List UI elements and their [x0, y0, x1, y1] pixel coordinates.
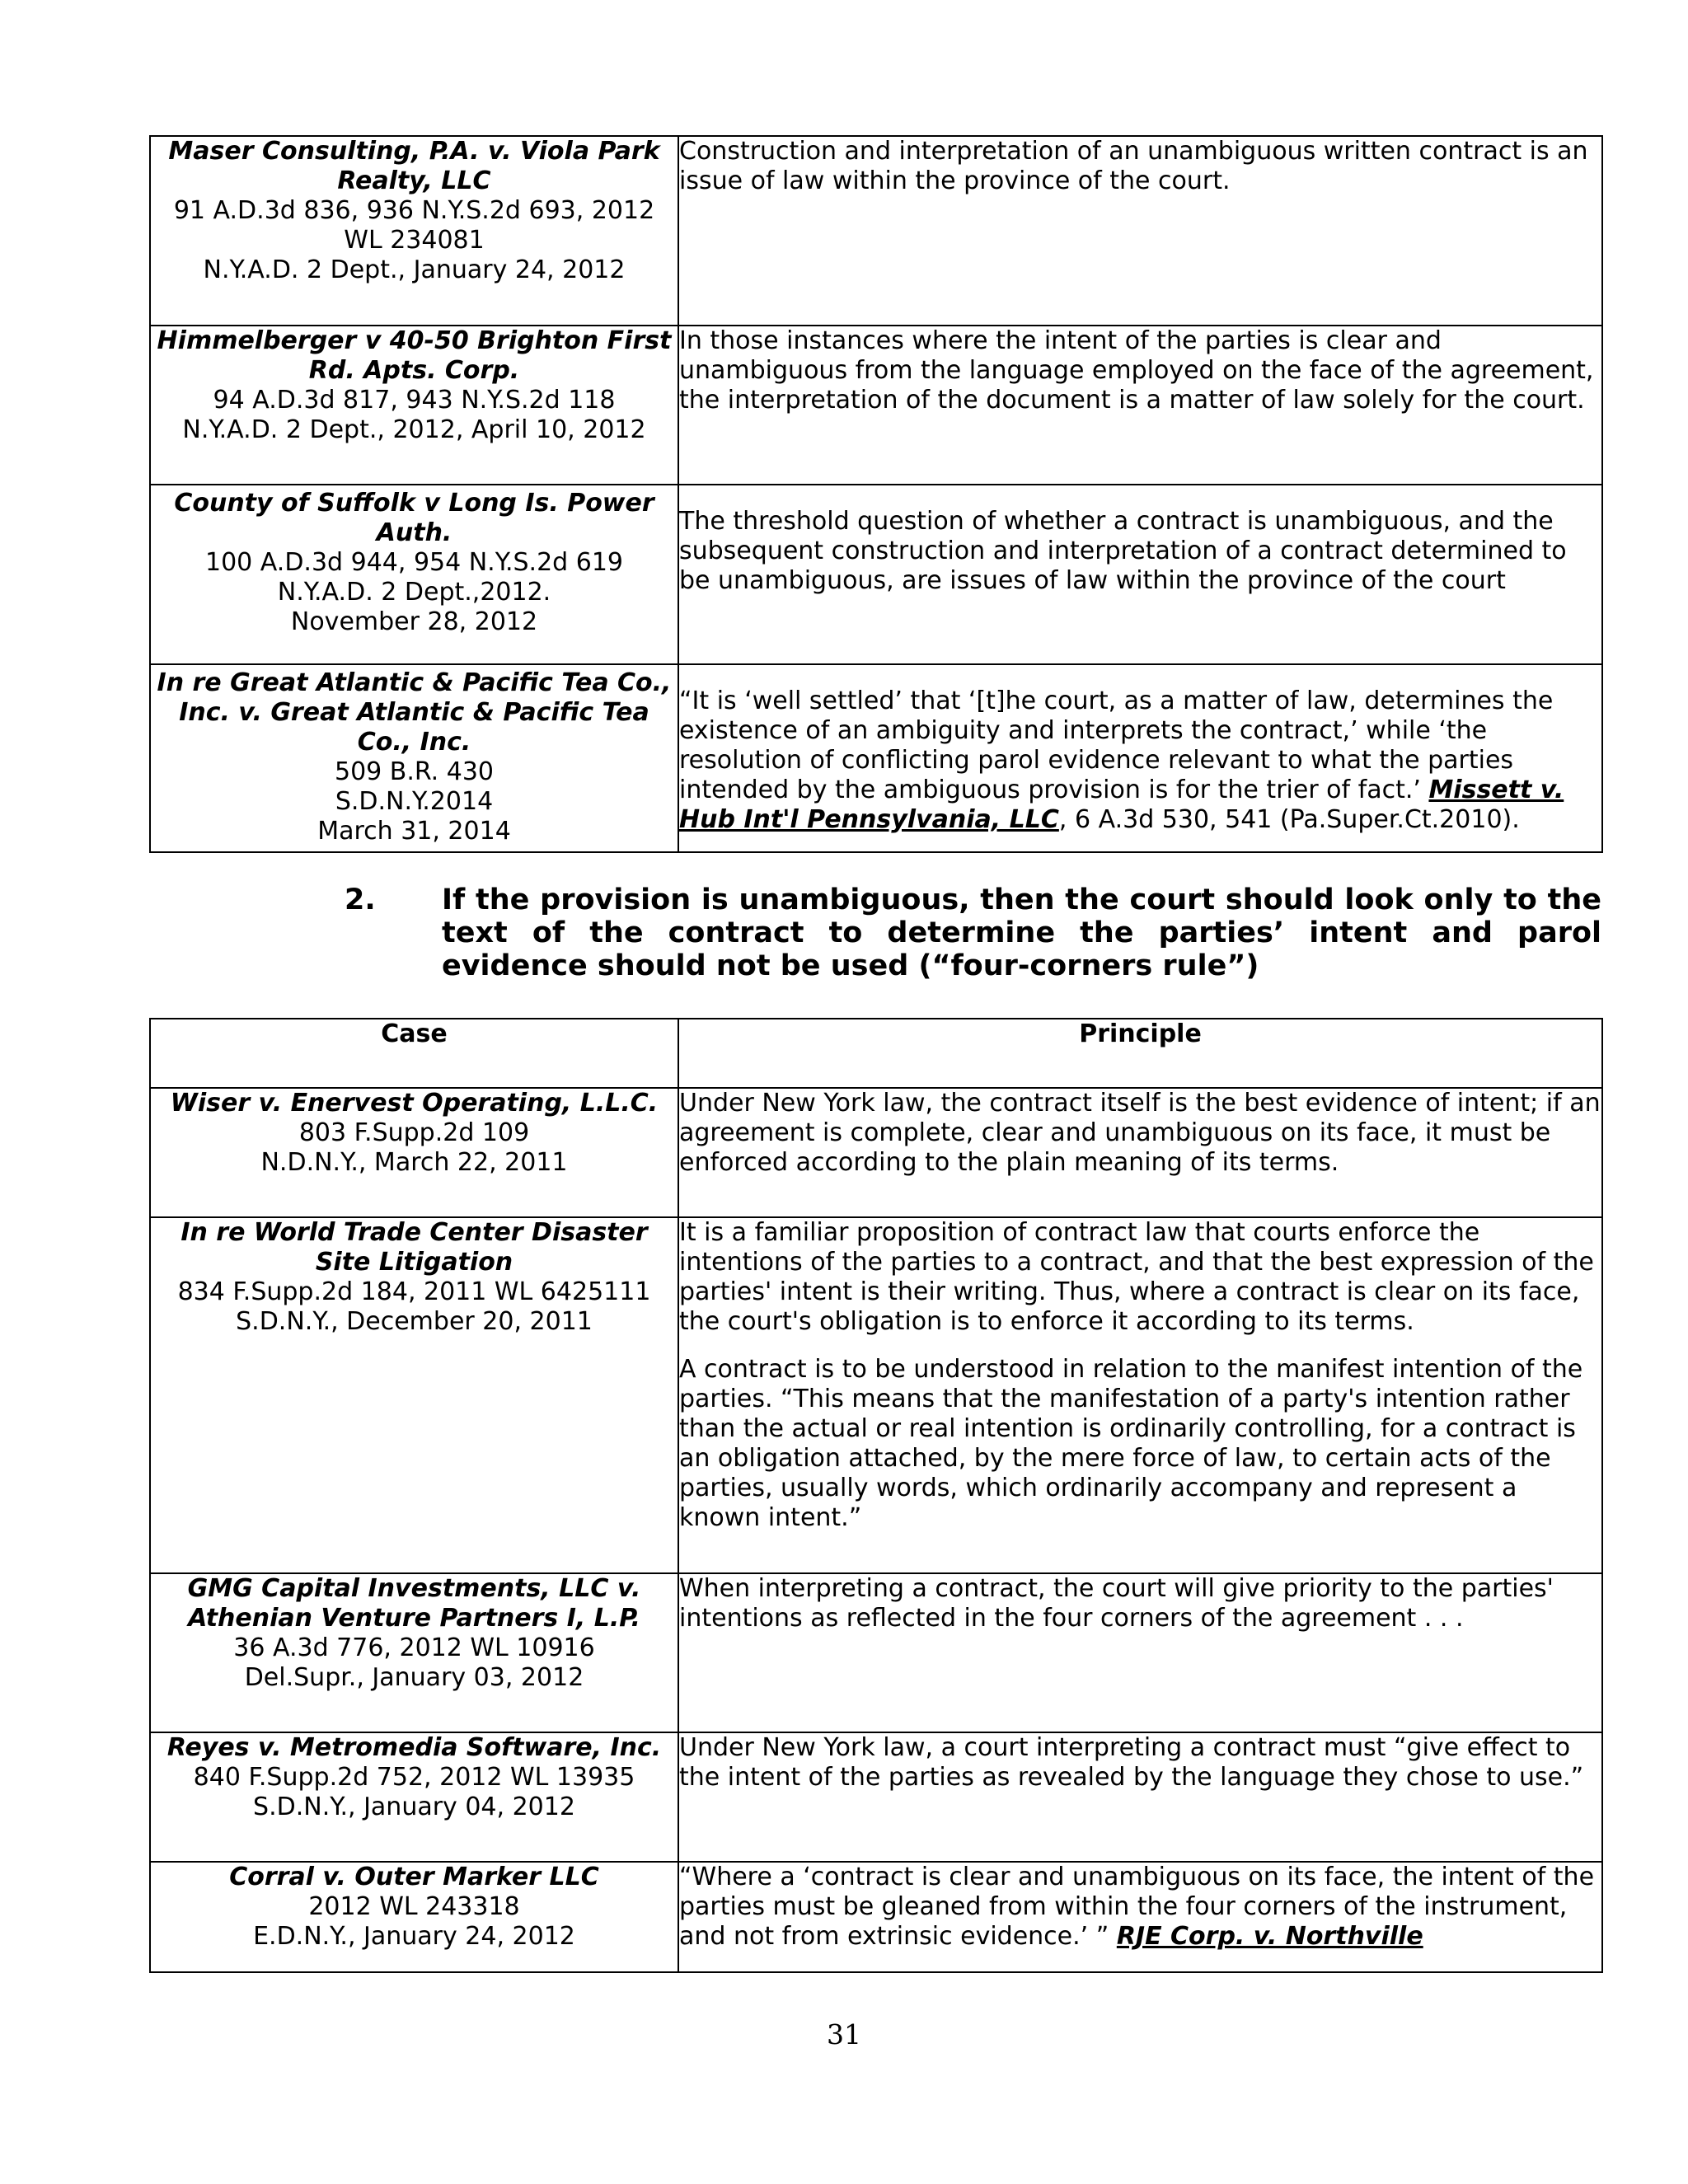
case-court-date: N.Y.A.D. 2 Dept., 2012, April 10, 2012: [182, 415, 646, 444]
table-row: [150, 136, 1602, 326]
table-row: [150, 1088, 1602, 1217]
case-court-date: N.Y.A.D. 2 Dept., January 24, 2012: [203, 255, 626, 284]
case-citation: 94 A.D.3d 817, 943 N.Y.S.2d 118: [213, 386, 616, 415]
principle-cell: [678, 1862, 1602, 1972]
principle-text-2: A contract is to be understood in relation to the manifest intention of the parties. “This means that the manifestation of a party's intention rather than the actual or real intention is ordinarily controlling, for a contract is an obligation attached, by the mere force of law, to certain acts of the parties, usually words, which ordinarily accompany and represent a known intent.”: [679, 1355, 1583, 1532]
principle-cell: [678, 1732, 1602, 1862]
case-court-date: E.D.N.Y., January 24, 2012: [253, 1922, 575, 1951]
case-name: Corral v. Outer Marker LLC: [229, 1863, 599, 1891]
case-link-missett[interactable]: Missett v. Hub Int'l Pennsylvania, LLC: [679, 776, 1564, 834]
table-header-row: [150, 1019, 1602, 1088]
principle-citation-tail: , 6 A.3d 530, 541 (Pa.Super.Ct.2010).: [1058, 805, 1520, 834]
principle-cell: [678, 1088, 1602, 1217]
section-heading-text: If the provision is unambiguous, then the court should look only to the text of the contract to determine the parties’ intent and parol evidence should not be used (“four-corners rule”): [442, 883, 1601, 982]
case-court-date-2: March 31, 2014: [317, 817, 511, 846]
principle-text: Construction and interpretation of an unambiguous written contract is an issue of law within the province of the court.: [679, 137, 1588, 195]
case-court-date-2: November 28, 2012: [290, 607, 538, 636]
table-row: [150, 485, 1602, 664]
case-name: In re Great Atlantic & Pacific Tea Co., Inc. v. Great Atlantic & Pacific Tea Co., Inc.: [157, 668, 672, 757]
table-row: [150, 326, 1602, 485]
case-cell: [150, 1732, 678, 1862]
table-row: [150, 664, 1602, 852]
case-court-date: Del.Supr., January 03, 2012: [244, 1663, 584, 1692]
page-number: 31: [827, 2018, 861, 2050]
principle-cell: [678, 1217, 1602, 1573]
principle-text: In those instances where the intent of the parties is clear and unambiguous from the language employed on the face of the agreement, the interpretation of the document is a matter of law solely for the court.: [679, 326, 1594, 415]
case-cell: [150, 326, 678, 485]
case-name: Maser Consulting, P.A. v. Viola Park Realty, LLC: [168, 137, 660, 195]
principle-cell: [678, 136, 1602, 326]
case-name: GMG Capital Investments, LLC v. Athenian Venture Partners I, L.P.: [187, 1574, 641, 1633]
case-citation: 840 F.Supp.2d 752, 2012 WL 13935: [193, 1763, 635, 1792]
table-row: [150, 1862, 1602, 1972]
principle-text: [679, 687, 1601, 835]
case-citation: 100 A.D.3d 944, 954 N.Y.S.2d 619: [204, 548, 624, 577]
principle-cell: [678, 1573, 1602, 1732]
table-row: [150, 1573, 1602, 1732]
case-cell: [150, 485, 678, 664]
case-cell: [150, 136, 678, 326]
case-court-date: N.D.N.Y., March 22, 2011: [260, 1148, 568, 1177]
case-citation: 36 A.3d 776, 2012 WL 10916: [233, 1633, 595, 1662]
principle-quote: “It is ‘well settled’ that ‘[t]he court, as a matter of law, determines the existence of an ambiguity and interprets the contract,’ while ‘the resolution of conflicting parol evidence relevant to what the parties intended by the ambiguous provision is for the trier of fact.’: [679, 687, 1554, 804]
case-citation: 834 F.Supp.2d 184, 2011 WL 6425111: [177, 1277, 651, 1306]
case-name: In re World Trade Center Disaster Site Litigation: [181, 1218, 648, 1277]
case-citation: 803 F.Supp.2d 109: [298, 1118, 530, 1147]
section-heading: [345, 883, 1601, 982]
case-name: County of Suffolk v Long Is. Power Auth.: [174, 489, 654, 547]
principle-cell: [678, 664, 1602, 852]
case-court-date: S.D.N.Y.2014: [335, 787, 494, 816]
case-name: Himmelberger v 40-50 Brighton First Rd. Apts. Corp.: [157, 326, 672, 385]
principle-text: Under New York law, a court interpreting a contract must “give effect to the intent of the parties as revealed by the language they chose to use.”: [679, 1733, 1584, 1792]
principle-text: Under New York law, the contract itself is the best evidence of intent; if an agreement is complete, clear and unambiguous on its face, it must be enforced according to the plain meaning of its terms.: [679, 1089, 1601, 1177]
case-cell: [150, 1088, 678, 1217]
case-name: Wiser v. Enervest Operating, L.L.C.: [170, 1089, 659, 1118]
principle-quote: “Where a ‘contract is clear and unambiguous on its face, the intent of the parties must be gleaned from within the four corners of the instrument, and not from extrinsic evidence.’ ”: [679, 1863, 1595, 1951]
case-link-rje-corp[interactable]: RJE Corp. v. Northville: [1116, 1922, 1423, 1951]
case-table-four-corners: [149, 1018, 1603, 1973]
case-citation: 91 A.D.3d 836, 936 N.Y.S.2d 693, 2012 WL 234081: [173, 196, 655, 255]
principle-text: The threshold question of whether a contract is unambiguous, and the subsequent construction and interpretation of a contract determined to be unambiguous, are issues of law within the province of the court: [679, 507, 1567, 595]
table-row: [150, 1217, 1602, 1573]
case-cell: [150, 664, 678, 852]
section-number: 2.: [345, 883, 376, 916]
principle-cell: [678, 485, 1602, 664]
case-name: Reyes v. Metromedia Software, Inc.: [166, 1733, 662, 1762]
case-cell: [150, 1217, 678, 1573]
case-citation: 2012 WL 243318: [308, 1892, 520, 1921]
principle-text: It is a familiar proposition of contract law that courts enforce the intentions of the parties to a contract, and that the best expression of the parties' intent is their writing. Thus, where a contract is clear on its face, the court's obligation is to enforce it according to its terms.: [679, 1218, 1594, 1336]
table-row: [150, 1732, 1602, 1862]
column-header-principle: Principle: [678, 1019, 1602, 1088]
case-table-continued: [149, 135, 1603, 853]
principle-text: When interpreting a contract, the court will give priority to the parties' intentions as reflected in the four corners of the agreement . . .: [679, 1574, 1554, 1633]
principle-text: [679, 1863, 1601, 1952]
case-court-date: S.D.N.Y., January 04, 2012: [253, 1793, 575, 1821]
case-cell: [150, 1862, 678, 1972]
principle-cell: [678, 326, 1602, 485]
column-header-case: Case: [150, 1019, 678, 1088]
case-citation: 509 B.R. 430: [334, 757, 495, 786]
case-cell: [150, 1573, 678, 1732]
case-court-date: N.Y.A.D. 2 Dept.,2012.: [277, 578, 551, 607]
case-court-date: S.D.N.Y., December 20, 2011: [236, 1307, 593, 1336]
